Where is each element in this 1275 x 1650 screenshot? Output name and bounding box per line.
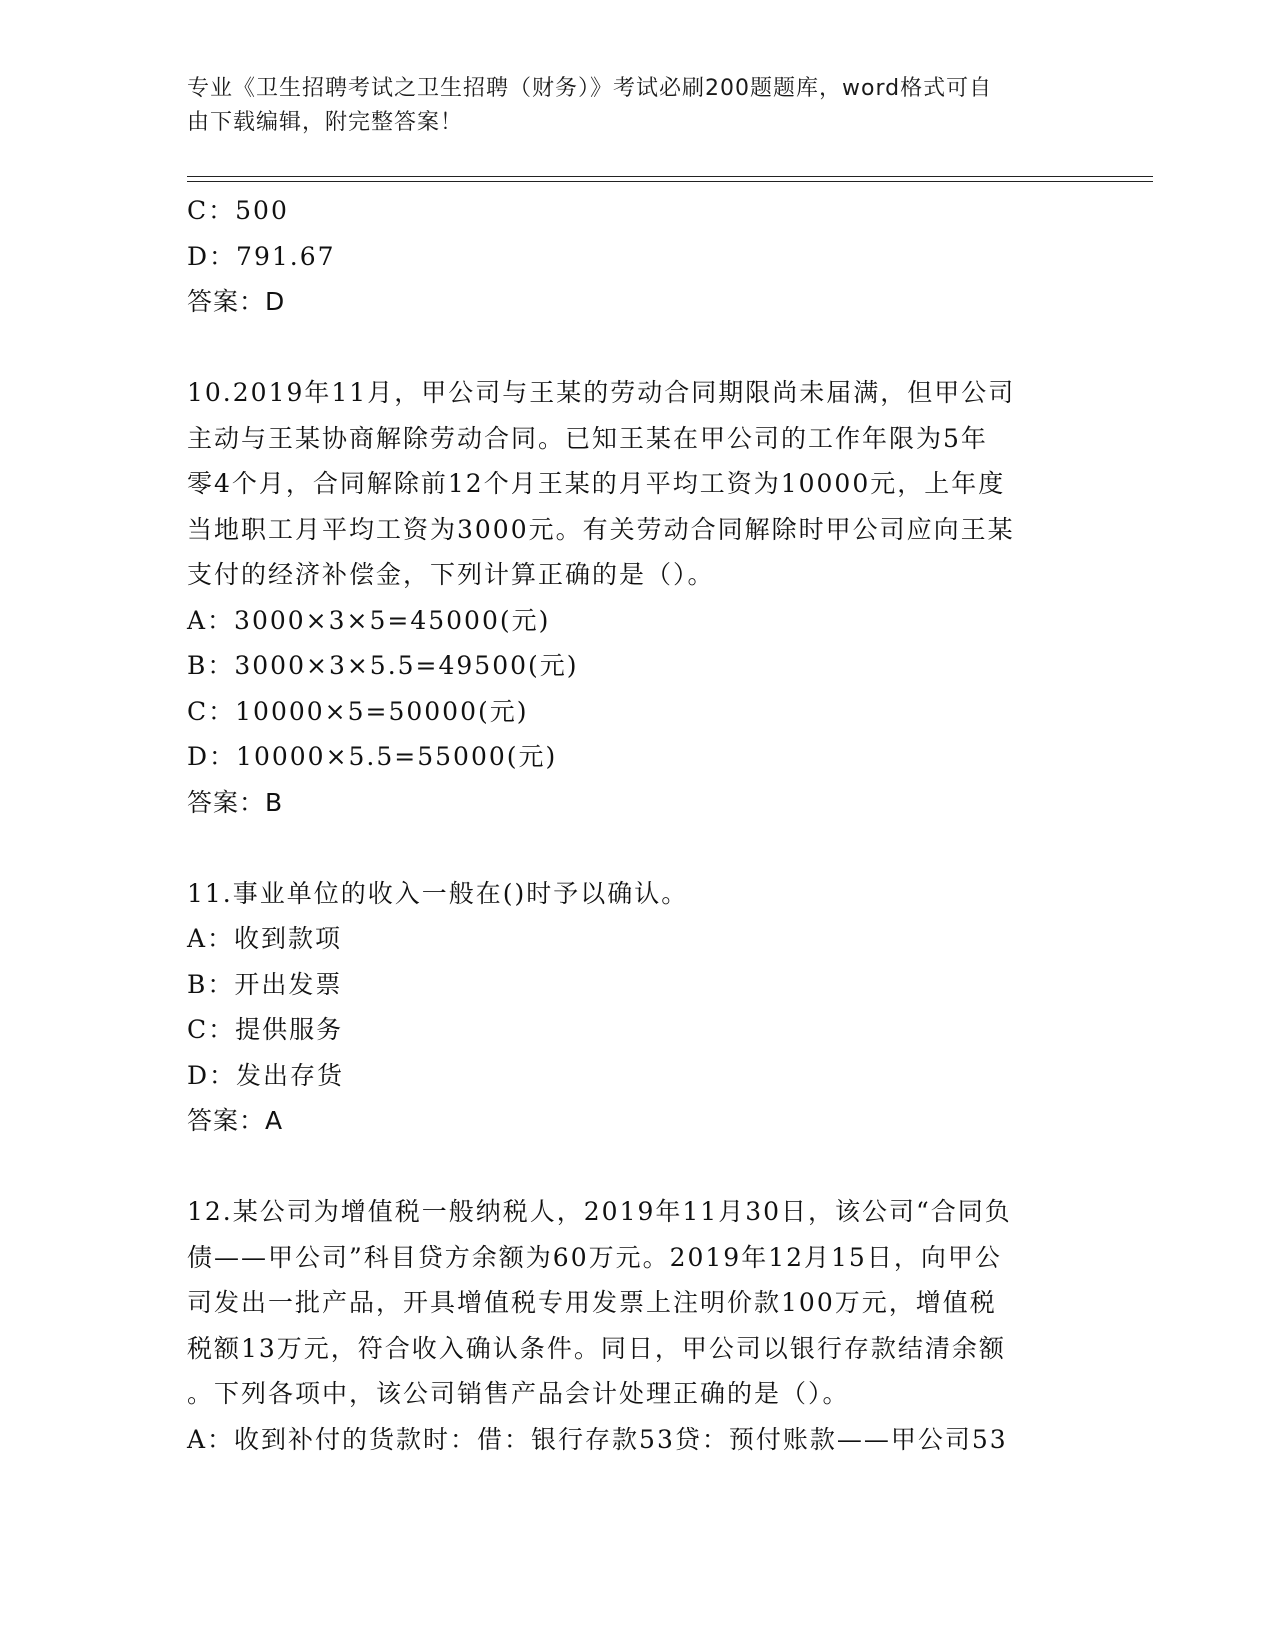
question-12 — [187, 1189, 1067, 1462]
header-line-2: 由下载编辑，附完整答案！ — [187, 110, 464, 135]
option-b: B：开出发票 — [187, 969, 343, 999]
header-divider-top — [187, 176, 1153, 177]
option-c: C：500 — [187, 196, 289, 225]
option-d: D：791.67 — [187, 241, 336, 271]
question-stem-line: 当地职工月平均工资为3000元。有关劳动合同解除时甲公司应向王某 — [187, 514, 1015, 544]
header-line-1: 专业《卫生招聘考试之卫生招聘（财务）》考试必刷200题题库，word格式可自 — [187, 76, 993, 101]
option-d: D：10000×5.5=55000(元) — [187, 742, 558, 771]
question-10 — [187, 370, 1067, 825]
question-stem-line: 主动与王某协商解除劳动合同。已知王某在甲公司的工作年限为5年 — [187, 423, 988, 453]
option-a: A：收到补付的货款时：借：银行存款53贷：预付账款——甲公司53 — [187, 1424, 1008, 1454]
question-stem-line: 司发出一批产品，开具增值税专用发票上注明价款100万元，增值税 — [187, 1288, 997, 1317]
question-stem-line: 。下列各项中，该公司销售产品会计处理正确的是（）。 — [187, 1379, 850, 1408]
option-c: C：10000×5=50000(元) — [187, 696, 529, 726]
answer-label: 答案：D — [187, 287, 286, 316]
answer-label: 答案：A — [187, 1106, 284, 1135]
spacer — [187, 825, 1067, 871]
question-11 — [187, 871, 1067, 1144]
question-stem-line: 12.某公司为增值税一般纳税人，2019年11月30日，该公司“合同负 — [187, 1197, 1012, 1226]
question-stem-line: 零4个月，合同解除前12个月王某的月平均工资为10000元，上年度 — [187, 469, 1006, 498]
question-content — [187, 188, 1067, 1462]
header-divider-bottom — [187, 181, 1153, 182]
question-stem-line: 11.事业单位的收入一般在()时予以确认。 — [187, 878, 689, 908]
question-stem-line: 债——甲公司”科目贷方余额为60万元。2019年12月15日，向甲公 — [187, 1242, 1002, 1272]
option-a: A：3000×3×5=45000(元) — [187, 605, 551, 635]
option-b: B：3000×3×5.5=49500(元) — [187, 651, 579, 680]
answer-label: 答案：B — [187, 787, 284, 817]
question-stem-line: 税额13万元，符合收入确认条件。同日，甲公司以银行存款结清余额 — [187, 1333, 1006, 1363]
option-d: D：发出存货 — [187, 1060, 345, 1090]
option-c: C：提供服务 — [187, 1015, 344, 1044]
question-stem-line: 10.2019年11月，甲公司与王某的劳动合同期限尚未届满，但甲公司 — [187, 378, 1016, 407]
question-9-tail — [187, 188, 1067, 325]
document-header — [187, 72, 1067, 140]
spacer — [187, 1144, 1067, 1190]
option-a: A：收到款项 — [187, 924, 343, 953]
question-stem-line: 支付的经济补偿金，下列计算正确的是（）。 — [187, 560, 715, 589]
spacer — [187, 325, 1067, 371]
